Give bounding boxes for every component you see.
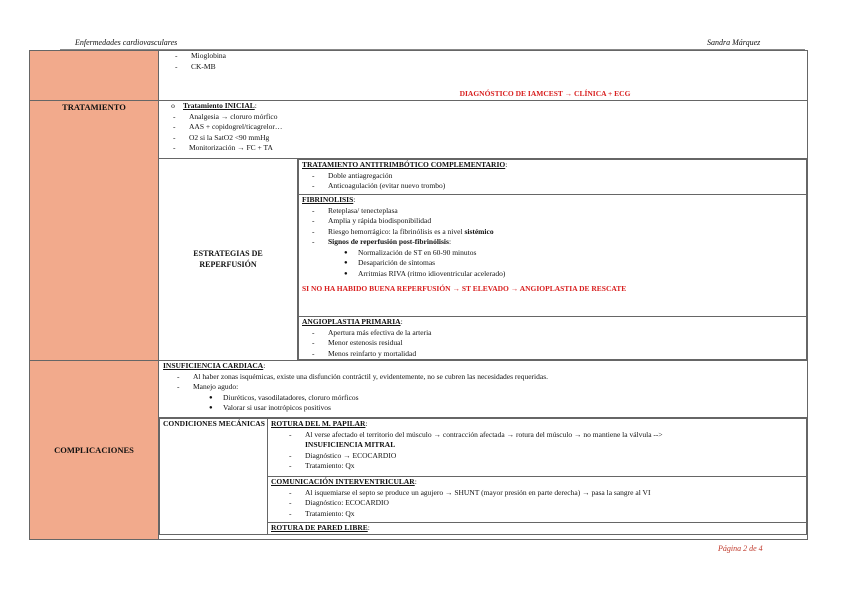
list-item: - Menos reinfarto y mortalidad (312, 349, 806, 360)
rotura-papilar-cell: ROTURA DEL M. PAPILAR: - Al verse afectado el territorio del músculo → contracción afectada → rotura del músculo → no mantiene la válvula --> INSUFICIENCIA MITRAL - Diagnóstico → ECOCARDIO - Tratamiento: Qx (268, 419, 807, 477)
list-item: - Apertura más efectiva de la arteria (312, 328, 806, 339)
civ-title: COMUNICACIÓN INTERVENTRICULAR (271, 477, 415, 486)
list-item: - Monitorización → FC + TA (173, 143, 807, 154)
signos-title: Signos de reperfusión post-fibrinólisis (328, 237, 449, 246)
list-item (312, 227, 806, 238)
list-item: - Doble antiagregación (312, 171, 806, 182)
list-item: ● Arritmias RIVA (ritmo idioventricular acelerado) (344, 269, 806, 280)
list-item: - Tratamiento: Qx (289, 509, 806, 520)
rotura-papilar-title: ROTURA DEL M. PAPILAR (271, 419, 366, 428)
list-item: - AAS + copidogrel/ticagrelor… (173, 122, 807, 133)
riesgo-text: Riesgo hemorrágico: la fibrinólisis es a nivel (328, 226, 465, 236)
list-item: - Diagnóstico → ECOCARDIO (289, 451, 806, 462)
rescate-note: SI NO HA HABIDO BUENA REPERFUSIÓN → ST ELEVADO → ANGIOPLASTIA DE RESCATE (302, 284, 627, 293)
list-item: - Reteplasa/ tenecteplasa (312, 206, 806, 217)
antitrombotico-cell: TRATAMIENTO ANTITRIMBÓTICO COMPLEMENTARIO: - Doble antiagregación - Anticoagulación (evitar nuevo trombo) (299, 160, 807, 195)
list-item: - O2 si la SatO2 <90 mmHg (173, 133, 807, 144)
list-item: - Tratamiento: Qx (289, 461, 806, 472)
main-table (29, 50, 808, 540)
tratamiento-inicial: o Tratamiento INICIAL: - Analgesia → cloruro mórfico - AAS + copidogrel/ticagrelor… - O2 si la SatO2 <90 mmHg - Monitorización → FC + TA (159, 101, 808, 159)
diagnostico-conclusion: DIAGNÓSTICO DE IAMCEST → CLÍNICA + ECG (459, 89, 631, 98)
tratamiento-inicial-title: Tratamiento INICIAL (183, 101, 255, 110)
civ-cell: COMUNICACIÓN INTERVENTRICULAR: - Al isquemiarse el septo se produce un agujero → SHUNT (mayor presión en parte derecha) → pasa la sangre al VI - Diagnóstico: ECOCARDIO - Tratamiento: Qx (268, 477, 807, 523)
tratamiento-label: TRATAMIENTO (30, 101, 159, 361)
header-left: Enfermedades cardiovasculares (75, 38, 178, 47)
angioplastia-title: ANGIOPLASTIA PRIMARIA (302, 317, 401, 326)
reperfusion-content (298, 159, 808, 361)
list-item: - Al isquemiarse el septo se produce un agujero → SHUNT (mayor presión en parte derecha) → pasa la sangre al VI (289, 488, 806, 499)
list-item: - CK-MB (175, 62, 807, 73)
complicaciones-label: COMPLICACIONES (30, 361, 159, 540)
rotura-papilar-line1: Al verse afectado el territorio del músculo → contracción afectada → rotura del músculo → no mantiene la válvula --> (305, 429, 663, 439)
mecanicas-label: CONDICIONES MECÁNICAS (160, 419, 268, 535)
diagnostico-label-cell (30, 51, 159, 101)
list-item: ● Normalización de ST en 60-90 minutos (344, 248, 806, 259)
list-item: - Al haber zonas isquémicas, existe una disfunción contráctil y, evidentemente, no se cubren las necesidades requeridas. (177, 372, 807, 383)
list-item: - Mioglobina (175, 51, 807, 62)
estrategias-label: ESTRATEGIAS DE REPERFUSIÓN (159, 159, 298, 361)
pared-libre-title: ROTURA DE PARED LIBRE (271, 523, 368, 532)
list-item: ● Desaparición de síntomas (344, 258, 806, 269)
page-number: Página 2 de 4 (718, 544, 763, 553)
list-item: - Anticoagulación (evitar nuevo trombo) (312, 181, 806, 192)
antitrombotico-title: TRATAMIENTO ANTITRIMBÓTICO COMPLEMENTARIO (302, 160, 506, 169)
fibrinolisis-title: FIBRINOLISIS (302, 195, 354, 204)
diagnostico-content (159, 51, 808, 101)
list-item (289, 430, 806, 451)
list-item: - Menor estenosis residual (312, 338, 806, 349)
complicaciones-row (30, 361, 808, 418)
list-item: ● Valorar si usar inotrópicos positivos (209, 403, 807, 414)
list-item: - Analgesia → cloruro mórfico (173, 112, 807, 123)
list-item: - Manejo agudo: (177, 382, 807, 393)
riesgo-bold: sistémico (464, 226, 494, 236)
ic-title: INSUFICIENCIA CARDIACA (163, 361, 264, 370)
list-item: ● Diuréticos, vasodilatadores, cloruro mórficos (209, 393, 807, 404)
list-item: - Amplia y rápida biodisponibilidad (312, 216, 806, 227)
insuficiencia-cell: INSUFICIENCIA CARDIACA: - Al haber zonas isquémicas, existe una disfunción contráctil y, evidentemente, no se cubren las necesidades requeridas. - Manejo agudo: ● Diuréticos, vasodilatadores, cloruro mórficos ● Valorar si usar inotrópicos positivos (159, 361, 808, 418)
rotura-papilar-bold: INSUFICIENCIA MITRAL (305, 440, 396, 449)
fibrinolisis-cell: FIBRINOLISIS: - Reteplasa/ tenecteplasa - Amplia y rápida biodisponibilidad - Riesgo hemorrágico: la fibrinólisis es a nivel sistémico - Signos de reperfusión post-fibrinólisis: ● Normalización de ST en 60-90 minutos ● Desaparición de síntomas ● Arritmias RIVA (ritmo idioventricular acelerado) SI NO HA HABIDO BUENA REPERFUSIÓN → ST ELEVADO → ANGIOPLASTIA DE RESCATE (299, 195, 807, 317)
list-item: - Diagnóstico: ECOCARDIO (289, 498, 806, 509)
list-item: - Signos de reperfusión post-fibrinólisis: (312, 237, 806, 248)
mecanicas-content (159, 418, 808, 540)
tratamiento-row (30, 101, 808, 159)
diagnostico-row (30, 51, 808, 101)
pared-libre-cell: ROTURA DE PARED LIBRE: (268, 523, 807, 535)
header-right: Sandra Márquez (707, 38, 761, 47)
angioplastia-cell: ANGIOPLASTIA PRIMARIA: - Apertura más efectiva de la arteria - Menor estenosis residual - Menos reinfarto y mortalidad (299, 317, 807, 360)
